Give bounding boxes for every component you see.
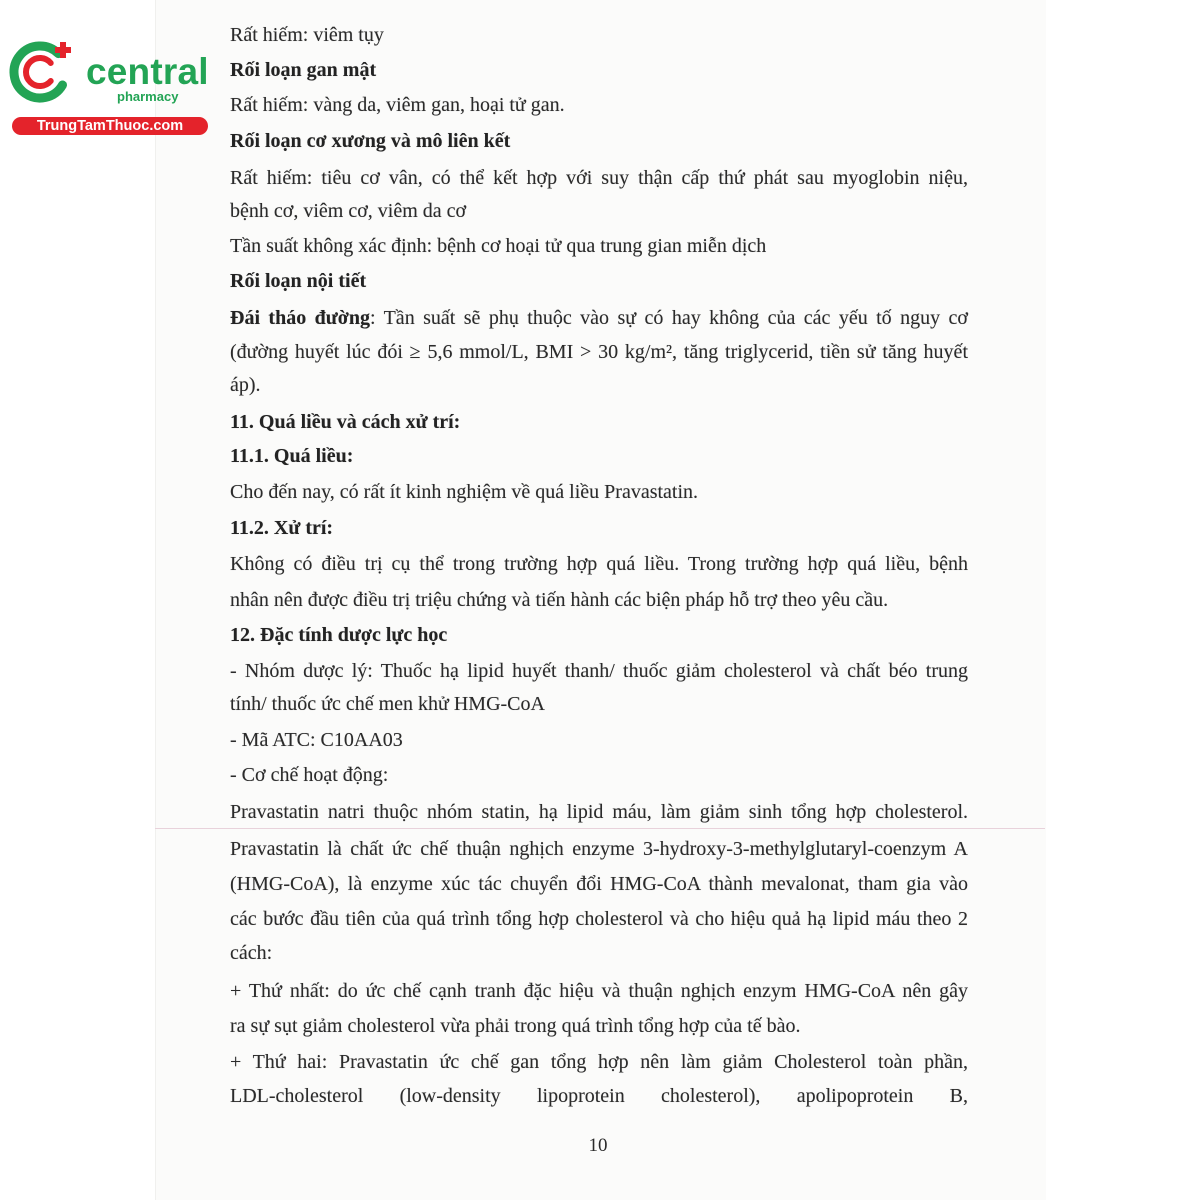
mechanism-text: Pravastatin natri thuộc nhóm statin, hạ lipid máu, làm giảm sinh tổng hợp cholesterol. [230,801,968,823]
mechanism-text-end: cách: [230,942,273,964]
mechanism-text: (HMG-CoA), là enzyme xúc tác chuyển đổi HMG-CoA thành mevalonat, tham gia vào [230,873,968,895]
side-effect-myopathy: bệnh cơ, viêm cơ, viêm da cơ [230,200,467,222]
pharmacologic-group-end: tính/ thuốc ức chế men khử HMG-CoA [230,693,545,715]
mechanism-first-way: + Thứ nhất: do ức chế cạnh tranh đặc hiệu và thuận nghịch enzym HMG-CoA nên gây [230,980,968,1002]
diabetes-risk-factors: (đường huyết lúc đói ≥ 5,6 mmol/L, BMI > 30 kg/m², tăng triglycerid, tiền sử tăng huyết [230,341,968,363]
mechanism-first-way-end: ra sự sụt giảm cholesterol vừa phải trong quá trình tổng hợp của tế bào. [230,1015,801,1037]
mechanism-label: - Cơ chế hoạt động: [230,764,389,786]
side-effect-liver: Rất hiếm: vàng da, viêm gan, hoại tử gan. [230,94,565,116]
diabetes-paragraph-line [230,306,968,330]
heading-overdose-treatment: 11.2. Xử trí: [230,517,334,539]
heading-pharmacodynamics: 12. Đặc tính dược lực học [230,624,448,646]
treatment-text-end: nhân nên được điều trị triệu chứng và tiến hành các biện pháp hỗ trợ theo yêu cầu. [230,589,889,611]
mechanism-second-way: + Thứ hai: Pravastatin ức chế gan tổng hợp nên làm giảm Cholesterol toàn phần, [230,1051,968,1073]
diabetes-text: : Tần suất sẽ phụ thuộc vào sự có hay không của các yếu tố nguy cơ [369,307,968,329]
mechanism-text: Pravastatin là chất ức chế thuận nghịch enzyme 3-hydroxy-3-methylglutaryl-coenzym A [230,838,968,860]
overdose-text: Cho đến nay, có rất ít kinh nghiệm về quá liều Pravastatin. [230,481,699,503]
mechanism-second-way-cont: LDL-cholesterol (low-density lipoprotein cholesterol), apolipoprotein B, [230,1085,968,1107]
mechanism-text: các bước đầu tiên của quá trình tổng hợp cholesterol và cho hiệu quả hạ lipid máu theo 2 [230,908,968,930]
heading-musculoskeletal-disorders: Rối loạn cơ xương và mô liên kết [230,130,511,152]
pharmacologic-group: - Nhóm dược lý: Thuốc hạ lipid huyết thanh/ thuốc giảm cholesterol và chất béo trung [230,660,968,682]
scan-divider-line [155,828,1045,829]
diabetes-risk-factors-end: áp). [230,374,261,396]
heading-hepatobiliary-disorders: Rối loạn gan mật [230,59,377,81]
atc-code: - Mã ATC: C10AA03 [230,729,403,751]
heading-endocrine-disorders: Rối loạn nội tiết [230,270,367,292]
brand-name: central [86,51,209,92]
brand-website-banner: TrungTamThuoc.com [12,117,208,135]
side-effect-pancreatitis: Rất hiếm: viêm tụy [230,24,384,46]
heading-overdose: 11. Quá liều và cách xử trí: [230,411,461,433]
central-pharmacy-logo-icon [4,34,84,114]
diabetes-term: Đái tháo đường [230,307,370,329]
side-effect-immune-myopathy: Tần suất không xác định: bệnh cơ hoại tử qua trung gian miễn dịch [230,235,767,257]
side-effect-rhabdomyolysis: Rất hiếm: tiêu cơ vân, có thể kết hợp với suy thận cấp thứ phát sau myoglobin niệu, [230,167,968,189]
treatment-text: Không có điều trị cụ thể trong trường hợp quá liều. Trong trường hợp quá liều, bệnh [230,553,968,575]
heading-overdose-info: 11.1. Quá liều: [230,445,354,467]
brand-tagline: pharmacy [117,89,179,104]
page-number: 10 [588,1135,608,1156]
